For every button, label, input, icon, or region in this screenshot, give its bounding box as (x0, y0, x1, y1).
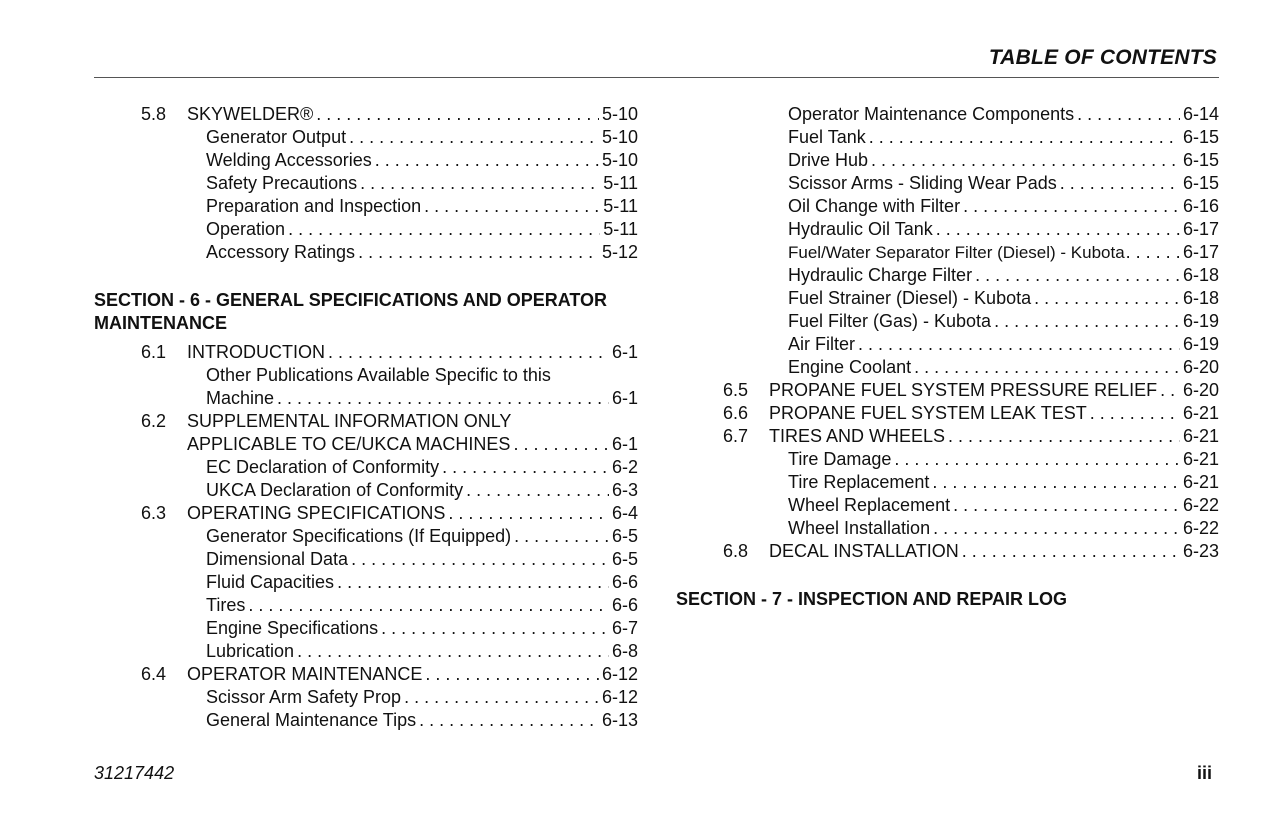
toc-subentry-title: Wheel Installation (788, 518, 931, 538)
toc-entry-6-3[interactable] (94, 502, 638, 525)
toc-entry-number: 6.6 (723, 403, 749, 423)
toc-subentry-page: 6-5 (611, 526, 638, 546)
dot-leader (1077, 103, 1180, 126)
toc-subentry[interactable] (94, 548, 638, 571)
toc-entry-6-7[interactable] (676, 425, 1219, 448)
toc-subentry-page: 5-11 (603, 196, 638, 216)
toc-entry-6-2[interactable] (94, 433, 638, 456)
header-divider (94, 77, 1219, 78)
dot-leader (953, 494, 1180, 517)
toc-subentry[interactable] (676, 195, 1219, 218)
toc-subentry-page: 6-21 (1182, 472, 1219, 492)
toc-subentry[interactable] (94, 195, 638, 218)
toc-entry-6-4[interactable] (94, 663, 638, 686)
toc-subentry-page: 6-18 (1182, 288, 1219, 308)
toc-subentry-page: 5-10 (601, 127, 638, 147)
toc-subentry-page: 6-19 (1182, 311, 1219, 331)
toc-subentry-title: Operator Maintenance Components (788, 104, 1075, 124)
toc-subentry-title: Oil Change with Filter (788, 196, 961, 216)
page-number: iii (1196, 763, 1212, 783)
toc-subentry-title: Tire Damage (788, 449, 892, 469)
toc-subentry-title: Wheel Replacement (788, 495, 951, 515)
toc-subentry-title: Welding Accessories (206, 150, 372, 170)
toc-subentry[interactable] (94, 594, 638, 617)
dot-leader (448, 502, 609, 525)
dot-leader (894, 448, 1180, 471)
toc-subentry[interactable] (94, 686, 638, 709)
dot-leader (914, 356, 1180, 379)
toc-subentry-title: Tire Replacement (788, 472, 930, 492)
toc-subentry[interactable] (676, 517, 1219, 540)
toc-entry-6-5[interactable] (676, 379, 1219, 402)
toc-entry-title: DECAL INSTALLATION (769, 541, 959, 561)
toc-entry-page: 5-10 (601, 104, 638, 124)
toc-subentry-page: 6-15 (1182, 150, 1219, 170)
toc-subentry[interactable] (676, 241, 1219, 264)
toc-subentry-page: 6-18 (1182, 265, 1219, 285)
toc-entry-number: 6.5 (723, 380, 749, 400)
toc-entry-title: OPERATOR MAINTENANCE (187, 664, 423, 684)
dot-leader (994, 310, 1180, 333)
toc-subentry-title: Scissor Arms - Sliding Wear Pads (788, 173, 1057, 193)
toc-subentry-title: Generator Output (206, 127, 347, 147)
toc-entry-page: 6-20 (1182, 380, 1219, 400)
toc-subentry-page: 6-19 (1182, 334, 1219, 354)
toc-subentry-title: Accessory Ratings (206, 242, 356, 262)
dot-leader (932, 471, 1180, 494)
toc-subentry-page: 6-16 (1182, 196, 1219, 216)
toc-subentry-page: 5-11 (603, 173, 638, 193)
toc-subentry-title: Operation (206, 219, 286, 239)
toc-entry-page: 6-21 (1182, 426, 1219, 446)
toc-subentry-title: Other Publications Available Specific to this (206, 365, 551, 385)
section-6-heading[interactable]: SECTION - 6 - GENERAL SPECIFICATIONS AND OPERATOR MAINTENANCE (94, 290, 608, 333)
toc-subentry-title: Tires (206, 595, 246, 615)
toc-subentry-page: 6-13 (601, 710, 638, 730)
toc-subentry-title: Fuel Tank (788, 127, 866, 147)
toc-subentry-title: Fuel Filter (Gas) - Kubota (788, 311, 992, 331)
toc-subentry[interactable] (94, 617, 638, 640)
toc-subentry-title: Fuel/Water Separator Filter (Diesel) - Kubota (788, 243, 1125, 262)
toc-subentry-page: 6-17 (1182, 242, 1219, 262)
toc-entry-5-8[interactable] (94, 103, 638, 126)
toc-column-left (94, 103, 638, 732)
toc-subentry-page: 6-7 (611, 618, 638, 638)
dot-leader (514, 525, 609, 548)
toc-entry-page: 6-1 (611, 434, 638, 454)
toc-subentry-page: 5-10 (601, 150, 638, 170)
toc-subentry-page: 6-21 (1182, 449, 1219, 469)
dot-leader (466, 479, 609, 502)
toc-subentry-title: Hydraulic Charge Filter (788, 265, 973, 285)
dot-leader (1060, 172, 1180, 195)
toc-entry-title: OPERATING SPECIFICATIONS (187, 503, 446, 523)
dot-leader (358, 241, 599, 264)
toc-subentry-page: 6-20 (1182, 357, 1219, 377)
toc-entry-number: 5.8 (141, 104, 167, 124)
dot-leader (349, 126, 599, 149)
toc-subentry[interactable] (676, 471, 1219, 494)
toc-subentry-title: Safety Precautions (206, 173, 358, 193)
toc-subentry-page: 6-1 (611, 388, 638, 408)
toc-subentry[interactable] (676, 333, 1219, 356)
dot-leader (297, 640, 609, 663)
toc-entry-title: PROPANE FUEL SYSTEM PRESSURE RELIEF (769, 380, 1158, 400)
dot-leader (936, 218, 1180, 241)
toc-subentry[interactable] (676, 172, 1219, 195)
dot-leader (375, 149, 599, 172)
dot-leader (424, 195, 600, 218)
toc-entry-number: 6.2 (141, 411, 167, 431)
toc-subentry[interactable] (94, 218, 638, 241)
toc-subentry-page: 6-22 (1182, 495, 1219, 515)
dot-leader (404, 686, 599, 709)
toc-subentry-title: Engine Coolant (788, 357, 912, 377)
dot-leader (513, 433, 609, 456)
toc-entry-page: 6-1 (611, 342, 638, 362)
document-number: 31217442 (94, 763, 175, 783)
toc-subentry[interactable] (94, 149, 638, 172)
toc-entry-title: PROPANE FUEL SYSTEM LEAK TEST (769, 403, 1087, 423)
dot-leader (277, 387, 609, 410)
toc-subentry-title: Hydraulic Oil Tank (788, 219, 933, 239)
dot-leader (1160, 379, 1180, 402)
toc-subentry-page: 6-2 (611, 457, 638, 477)
toc-subentry[interactable] (94, 479, 638, 502)
dot-leader (1034, 287, 1180, 310)
toc-subentry-title: Fuel Strainer (Diesel) - Kubota (788, 288, 1032, 308)
dot-leader (869, 126, 1180, 149)
toc-subentry[interactable] (676, 149, 1219, 172)
dot-leader (419, 709, 599, 732)
toc-entry-number: 6.4 (141, 664, 167, 684)
toc-subentry[interactable] (676, 310, 1219, 333)
toc-entry-number: 6.8 (723, 541, 749, 561)
toc-subentry-page: 6-22 (1182, 518, 1219, 538)
dot-leader (975, 264, 1180, 287)
dot-leader (963, 195, 1180, 218)
toc-subentry[interactable] (676, 126, 1219, 149)
toc-subentry[interactable] (94, 571, 638, 594)
toc-entry-title: APPLICABLE TO CE/UKCA MACHINES (187, 434, 511, 454)
dot-leader (360, 172, 600, 195)
toc-subentry-page: 6-8 (611, 641, 638, 661)
toc-subentry-page: 6-15 (1182, 127, 1219, 147)
toc-subentry[interactable] (676, 356, 1219, 379)
toc-subentry[interactable] (94, 525, 638, 548)
toc-subentry[interactable] (676, 494, 1219, 517)
toc-entry-6-1[interactable] (94, 341, 638, 364)
dot-leader (1090, 402, 1180, 425)
toc-subentry[interactable] (94, 387, 638, 410)
dot-leader (328, 341, 609, 364)
toc-subentry-title: Machine (206, 388, 275, 408)
dot-leader (962, 540, 1180, 563)
toc-subentry-title: EC Declaration of Conformity (206, 457, 440, 477)
dot-leader (337, 571, 609, 594)
dot-leader (933, 517, 1180, 540)
section-7-heading[interactable]: SECTION - 7 - INSPECTION AND REPAIR LOG (676, 589, 1068, 609)
toc-subentry-title: Generator Specifications (If Equipped) (206, 526, 512, 546)
toc-subentry-title: Engine Specifications (206, 618, 379, 638)
toc-subentry[interactable] (94, 456, 638, 479)
toc-entry-title: TIRES AND WHEELS (769, 426, 946, 446)
toc-subentry[interactable] (676, 218, 1219, 241)
toc-subentry[interactable] (94, 126, 638, 149)
toc-subentry-title: Drive Hub (788, 150, 869, 170)
toc-subentry-page: 6-15 (1182, 173, 1219, 193)
dot-leader (248, 594, 609, 617)
toc-entry-number: 6.7 (723, 426, 749, 446)
toc-subentry[interactable] (94, 640, 638, 663)
toc-entry-6-2-line1[interactable] (94, 410, 638, 433)
toc-entry-page: 6-12 (601, 664, 638, 684)
toc-subentry[interactable] (676, 103, 1219, 126)
dot-leader (858, 333, 1180, 356)
toc-subentry-page: 6-3 (611, 480, 638, 500)
toc-subentry[interactable] (94, 172, 638, 195)
toc-entry-page: 6-23 (1182, 541, 1219, 561)
toc-subentry-title: Dimensional Data (206, 549, 349, 569)
toc-subentry-page: 6-6 (611, 572, 638, 592)
toc-subentry[interactable] (676, 264, 1219, 287)
toc-entry-6-8[interactable] (676, 540, 1219, 563)
toc-column-right (676, 103, 1219, 611)
dot-leader (871, 149, 1180, 172)
toc-subentry-page: 6-12 (601, 687, 638, 707)
toc-entry-page: 6-21 (1182, 403, 1219, 423)
dot-leader (425, 663, 599, 686)
dot-leader (351, 548, 609, 571)
toc-subentry[interactable] (94, 709, 638, 732)
toc-subentry-page: 6-5 (611, 549, 638, 569)
toc-subentry-title: General Maintenance Tips (206, 710, 417, 730)
dot-leader (442, 456, 609, 479)
toc-subentry-title: Lubrication (206, 641, 295, 661)
dot-leader (1126, 241, 1182, 264)
toc-entry-page: 6-4 (611, 503, 638, 523)
toc-subentry-line1[interactable] (94, 364, 638, 387)
toc-entry-number: 6.3 (141, 503, 167, 523)
dot-leader (381, 617, 609, 640)
toc-subentry-page: 6-14 (1182, 104, 1219, 124)
toc-subentry[interactable] (676, 448, 1219, 471)
toc-entry-title: SUPPLEMENTAL INFORMATION ONLY (187, 411, 512, 431)
toc-subentry-title: Scissor Arm Safety Prop (206, 687, 402, 707)
toc-subentry[interactable] (676, 287, 1219, 310)
toc-subentry-title: Fluid Capacities (206, 572, 335, 592)
toc-subentry-title: Air Filter (788, 334, 855, 354)
toc-entry-title: INTRODUCTION (187, 342, 325, 362)
page-title: TABLE OF CONTENTS (988, 46, 1217, 69)
toc-subentry-page: 5-12 (601, 242, 638, 262)
dot-leader (288, 218, 600, 241)
toc-subentry-title: UKCA Declaration of Conformity (206, 480, 464, 500)
toc-entry-title: SKYWELDER® (187, 104, 314, 124)
dot-leader (948, 425, 1180, 448)
toc-entry-number: 6.1 (141, 342, 167, 362)
toc-subentry-title: Preparation and Inspection (206, 196, 422, 216)
dot-leader (316, 103, 599, 126)
toc-entry-6-6[interactable] (676, 402, 1219, 425)
toc-subentry-page: 6-6 (611, 595, 638, 615)
toc-subentry-page: 6-17 (1182, 219, 1219, 239)
toc-subentry-page: 5-11 (603, 219, 638, 239)
toc-subentry[interactable] (94, 241, 638, 264)
